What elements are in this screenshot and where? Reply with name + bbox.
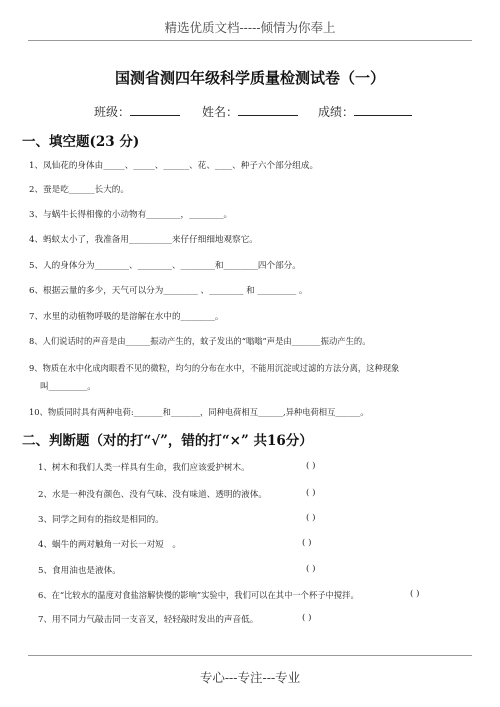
answer-parentheses: ( ) xyxy=(302,613,312,623)
fill-question: 4、蚂蚁太小了，我准备用__________来仔仔细细地观察它。 xyxy=(29,235,258,245)
name-blank xyxy=(238,103,298,116)
page-header: 精选优质文档-----倾情为你奉上 xyxy=(164,20,336,35)
fill-question: 5、人的身体分为________、________、________和________四个部分。 xyxy=(29,261,301,271)
section1-heading: 一、填空题(23 分) xyxy=(22,134,140,150)
answer-parentheses: ( ) xyxy=(306,513,316,523)
fill-question: 7、水里的动植物呼吸的是溶解在水中的________。 xyxy=(29,312,224,322)
exam-title: 国测省测四年级科学质量检测试卷（一） xyxy=(114,69,385,87)
fill-question: 8、人们说话时的声音是由______振动产生的，蚊子发出的“嗡嗡”声是由_______振动产生的。 xyxy=(29,336,371,346)
page-footer: 专心---专注---专业 xyxy=(199,670,301,685)
judge-question: 5、食用油也是液体。 xyxy=(38,566,121,576)
score-label: 成绩： xyxy=(318,105,355,119)
fill-question-continuation: 叫_________。 xyxy=(40,382,96,392)
judge-question: 1、树木和我们人类一样具有生命，我们应该爱护树木。 xyxy=(38,463,250,473)
score-field xyxy=(318,103,412,120)
class-blank xyxy=(130,103,180,116)
judge-question: 2、水是一种没有颜色、没有气味、没有味道、透明的液体。 xyxy=(38,490,267,500)
fill-question: 9、物质在水中化成肉眼看不见的微粒，均匀的分布在水中，不能用沉淀或过滤的方法分离，这种现象 xyxy=(29,363,400,373)
footer-divider xyxy=(28,655,472,656)
answer-parentheses: ( ) xyxy=(306,488,316,498)
judge-question: 4、蜗牛的两对触角一对长一对短 。 xyxy=(38,540,181,550)
class-label: 班级： xyxy=(94,105,131,119)
name-field xyxy=(202,103,298,120)
fill-question: 1、凤仙花的身体由_____、_____、______、花、____、种子六个部分组成。 xyxy=(29,161,319,171)
header-divider xyxy=(28,40,472,41)
answer-parentheses: ( ) xyxy=(306,461,316,471)
judge-question: 7、用不同力气敲击同一支音叉，轻轻敲时发出的声音低。 xyxy=(38,615,259,625)
name-label: 姓名： xyxy=(202,105,239,119)
answer-parentheses: ( ) xyxy=(302,538,312,548)
class-field xyxy=(94,103,180,120)
fill-question: 3、与蜗牛长得相像的小动物有________，________。 xyxy=(29,210,233,220)
answer-parentheses: ( ) xyxy=(306,564,316,574)
judge-question: 3、同学之间有的指纹是相同的。 xyxy=(38,515,164,525)
section2-heading: 二、判断题（对的打“√”，错的打“×” 共16分） xyxy=(22,433,313,449)
fill-question: 2、蚕是吃______长大的。 xyxy=(29,185,129,195)
judge-question: 6、在“比较水的温度对食盐溶解快慢的影响”实验中，我们可以在其中一个杯子中搅拌。 xyxy=(38,590,359,600)
answer-parentheses: ( ) xyxy=(410,589,420,599)
score-blank xyxy=(354,103,412,116)
fill-question: 6、根据云量的多少，天气可以分为________ 、________ 和 _________ 。 xyxy=(29,286,308,296)
fill-question: 10、物质同时具有两种电荷:_______和_______，同种电荷相互______,异种电荷相互______。 xyxy=(29,407,369,417)
